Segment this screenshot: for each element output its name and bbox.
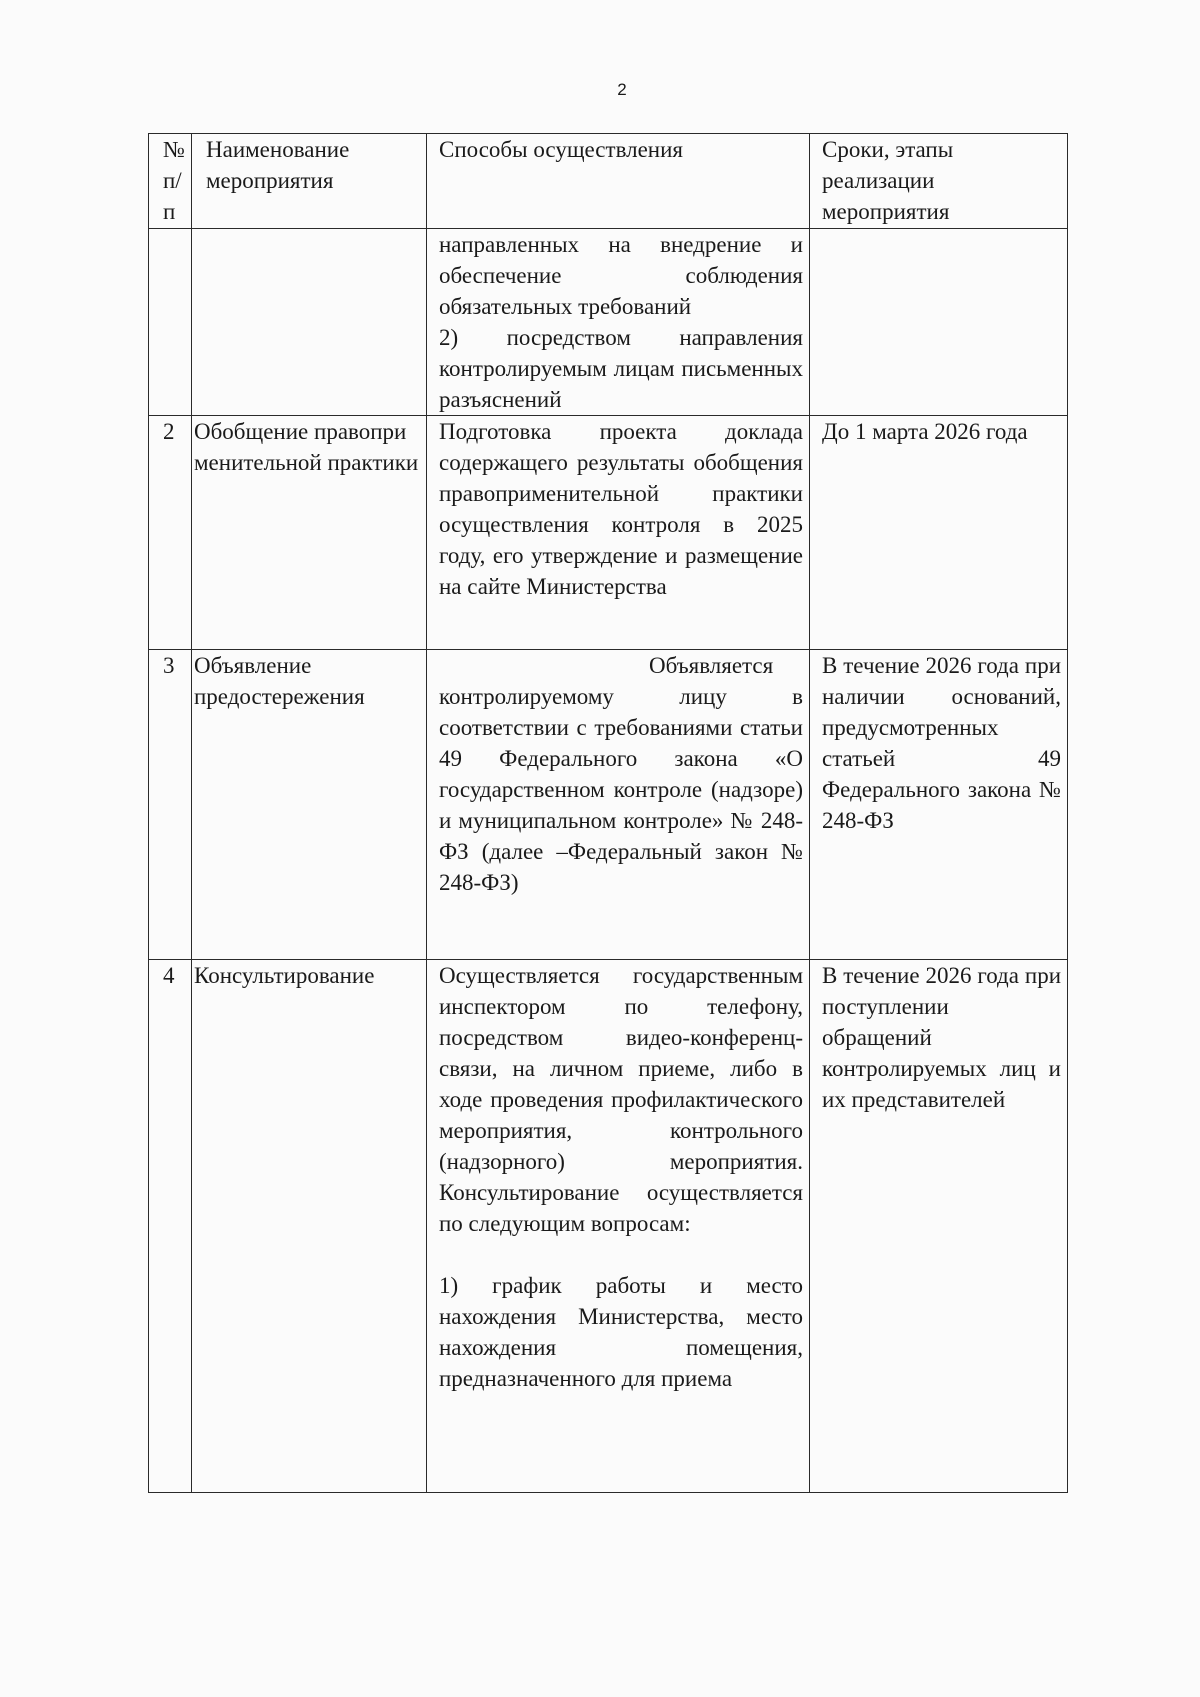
row-number: 3 <box>149 650 192 960</box>
row-method-cell <box>427 960 810 1493</box>
header-method: Способы осуществления <box>427 134 810 229</box>
header-terms-text: Сроки, этапы реализации мероприятия <box>822 137 954 224</box>
row-method: направленных на внедрение и обеспечение соблюдения обязательных требований 2) посредством направления контролируемым лицам письменных разъяснений <box>427 229 810 416</box>
table-row <box>149 416 1068 650</box>
row-number <box>149 229 192 416</box>
row-number: 4 <box>149 960 192 1493</box>
row-number: 2 <box>149 416 192 650</box>
header-name: Наименование мероприятия <box>192 134 427 229</box>
row-name: Объявление предостережения <box>192 650 427 960</box>
row-method: Подготовка проекта доклада содержащего результаты обобщения правоприменительной практики осуществления контроля в 2025 году, его утверждение и размещение на сайте Министерства <box>427 416 810 650</box>
row-name: Консультирование <box>192 960 427 1493</box>
header-terms <box>810 134 1068 229</box>
table-row <box>149 960 1068 1493</box>
table-row <box>149 650 1068 960</box>
table-row <box>149 229 1068 416</box>
row-name <box>192 229 427 416</box>
header-number: № п/ п <box>149 134 192 229</box>
table-header-row <box>149 134 1068 229</box>
row-terms: В течение 2026 года при поступлении обращений контролируемых лиц и их представителей <box>810 960 1068 1493</box>
page-number: 2 <box>617 80 627 99</box>
row-terms <box>810 229 1068 416</box>
paragraph-gap <box>439 1239 803 1270</box>
row-method: Объявляется контролируемому лицу в соответствии с требованиями статьи 49 Федерального закона «О государственном контроле (надзоре) и муниципальном контроле» № 248-ФЗ (далее –Федеральный закон № 248-ФЗ) <box>427 650 810 960</box>
row-terms: До 1 марта 2026 года <box>810 416 1068 650</box>
row-method: Осуществляется государственным инспектором по телефону, посредством видео-конференц-связи, на личном приеме, либо в ходе проведения профилактического мероприятия, контрольного (надзорного) мероприятия. Консультирование осуществляется по следующим вопросам: <box>439 963 803 1236</box>
row-method-item: 1) график работы и место нахождения Министерства, место нахождения помещения, предназначенного для приема <box>439 1273 803 1391</box>
row-name: Обобщение правоприменительной практики <box>192 416 427 650</box>
row-terms: В течение 2026 года при наличии оснований, предусмотренных статьей 49 Федерального закона № 248-ФЗ <box>810 650 1068 960</box>
measures-table <box>148 133 1068 1493</box>
